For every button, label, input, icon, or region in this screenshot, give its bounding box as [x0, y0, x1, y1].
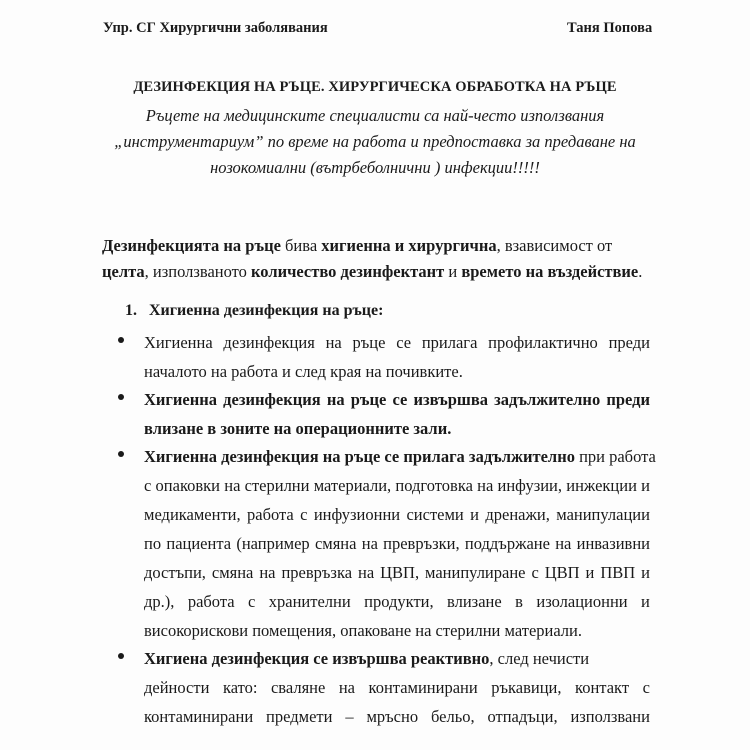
bullet-line: началото на работа и след края на почивките. — [144, 362, 463, 381]
section-heading — [125, 302, 383, 320]
intro-term-types: хигиенна и хирургична — [321, 236, 497, 255]
intro-term-disinfection: Дезинфекцията на ръце — [102, 236, 281, 255]
header-department: Упр. СГ Хирургични заболявания — [103, 20, 328, 36]
header-author: Таня Попова — [567, 20, 653, 36]
document-title: ДЕЗИНФЕКЦИЯ НА РЪЦЕ. ХИРУРГИЧЕСКА ОБРАБОТКА НА РЪЦЕ — [133, 79, 617, 95]
subtitle-line: нозокомиални (вътрбеболнични ) инфекции!!!!! — [210, 158, 540, 177]
bullet-text — [144, 328, 650, 386]
intro-line-1 — [102, 233, 650, 259]
intro-paragraph — [102, 233, 650, 285]
section-number: 1. — [125, 302, 137, 319]
bullet-line: влизане в зоните на операционните зали. — [144, 419, 452, 438]
bullet-line: високорискови помещения, опаковане на стерилни материали. — [144, 621, 582, 640]
bullet-line: контаминирани предмети – мръсно бельо, отпадъци, използвани — [144, 707, 650, 726]
bullet-emphasis: Хигиена дезинфекция се извършва реактивно — [144, 649, 490, 668]
bullet-line-rest: при работа — [574, 447, 656, 466]
document-subtitle — [110, 103, 640, 181]
bullet-line: достъпи, смяна на превръзка на ЦВП, манипулиране с ЦВП и ПВП и — [144, 563, 650, 582]
intro-term-time: времето на въздействие — [461, 262, 639, 281]
bullet-emphasis: Хигиенна дезинфекция на ръце се прилага задължително — [144, 447, 575, 466]
intro-line-2 — [102, 259, 650, 285]
bullet-line — [144, 442, 656, 471]
bullet-line: др.), работа с хранителни продукти, влизане в изолационни и — [144, 592, 650, 611]
bullet-line: с опаковки на стерилни материали, подготовка на инфузии, инжекции и — [144, 476, 650, 495]
bullet-icon — [118, 653, 124, 659]
intro-text: . — [638, 262, 643, 281]
intro-text: , взависимост от — [496, 236, 613, 255]
intro-term-quantity: количество дезинфектант — [251, 262, 445, 281]
bullet-line: Хигиенна дезинфекция на ръце се извършва задължително преди — [144, 390, 650, 409]
section-title: Хигиенна дезинфекция на ръце: — [149, 302, 384, 319]
bullet-line: Хигиенна дезинфекция на ръце се прилага профилактично преди — [144, 333, 650, 352]
bullet-icon — [118, 337, 124, 343]
bullet-line: по пациента (например смяна на превръзки, поддържане на инвазивни — [144, 534, 650, 553]
bullet-text — [144, 385, 650, 443]
bullet-line-rest: , след нечисти — [489, 649, 590, 668]
intro-term-purpose: целта — [102, 262, 145, 281]
intro-text: бива — [280, 236, 322, 255]
intro-text: и — [444, 262, 462, 281]
bullet-line — [144, 644, 650, 673]
bullet-text — [144, 644, 650, 731]
bullet-line: медикаменти, работа с инфузионни системи и дренажи, манипулации — [144, 505, 650, 524]
subtitle-line: „инструментариум” по време на работа и предпоставка за предаване на — [114, 132, 636, 151]
bullet-icon — [118, 451, 124, 457]
subtitle-line: Ръцете на медицинските специалисти са най-често използвания — [145, 106, 605, 125]
bullet-text — [144, 442, 656, 645]
bullet-icon — [118, 394, 124, 400]
intro-text: , използваното — [144, 262, 251, 281]
bullet-line: дейности като: сваляне на контаминирани ръкавици, контакт с — [144, 678, 650, 697]
